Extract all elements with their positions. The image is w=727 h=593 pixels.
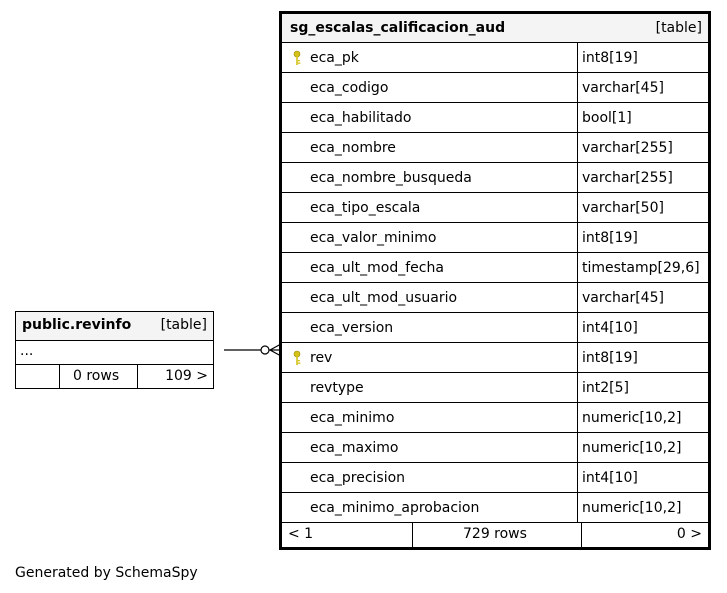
column-type: varchar[255]: [582, 170, 673, 186]
column-type: int8[19]: [582, 230, 638, 246]
children-link[interactable]: 0 >: [676, 526, 702, 542]
column-name: eca_minimo: [310, 410, 395, 426]
column-name: eca_minimo_aprobacion: [310, 500, 480, 516]
ellipsis: ...: [20, 343, 34, 359]
parents-link[interactable]: < 1: [288, 526, 314, 542]
column-name: eca_codigo: [310, 80, 389, 96]
table-kind: [table]: [160, 317, 207, 333]
table-kind: [table]: [655, 20, 702, 36]
column-name: eca_valor_minimo: [310, 230, 437, 246]
column-name: eca_pk: [310, 50, 359, 66]
column-name: eca_maximo: [310, 440, 399, 456]
table-name: public.revinfo: [22, 317, 132, 333]
column-name: eca_tipo_escala: [310, 200, 421, 216]
column-type: varchar[50]: [582, 200, 664, 216]
table-name: sg_escalas_calificacion_aud: [290, 20, 506, 36]
crows-foot-upper: [270, 344, 281, 350]
column-name: revtype: [310, 380, 364, 396]
column-name: eca_precision: [310, 470, 406, 486]
column-type: timestamp[29,6]: [582, 260, 700, 276]
crows-foot-lower: [270, 350, 281, 356]
column-type: numeric[10,2]: [582, 440, 682, 456]
column-name: eca_ult_mod_usuario: [310, 290, 458, 306]
column-type: varchar[45]: [582, 290, 664, 306]
column-name: eca_version: [310, 320, 394, 336]
column-type: bool[1]: [582, 110, 632, 126]
column-type: int4[10]: [582, 470, 638, 486]
column-name: eca_habilitado: [310, 110, 412, 126]
column-type: int2[5]: [582, 380, 629, 396]
optional-marker: [261, 346, 269, 354]
column-type: varchar[255]: [582, 140, 673, 156]
row-count: 0 rows: [73, 368, 120, 384]
column-type: numeric[10,2]: [582, 500, 682, 516]
row-count: 729 rows: [463, 526, 527, 542]
column-name: rev: [310, 350, 333, 366]
column-type: int8[19]: [582, 350, 638, 366]
column-name: eca_ult_mod_fecha: [310, 260, 444, 276]
column-type: varchar[45]: [582, 80, 664, 96]
column-name: eca_nombre: [310, 140, 396, 156]
column-type: int8[19]: [582, 50, 638, 66]
generated-by-credit: Generated by SchemaSpy: [15, 565, 198, 581]
column-name: eca_nombre_busqueda: [310, 170, 472, 186]
children-link[interactable]: 109 >: [165, 368, 208, 384]
column-type: numeric[10,2]: [582, 410, 682, 426]
column-type: int4[10]: [582, 320, 638, 336]
